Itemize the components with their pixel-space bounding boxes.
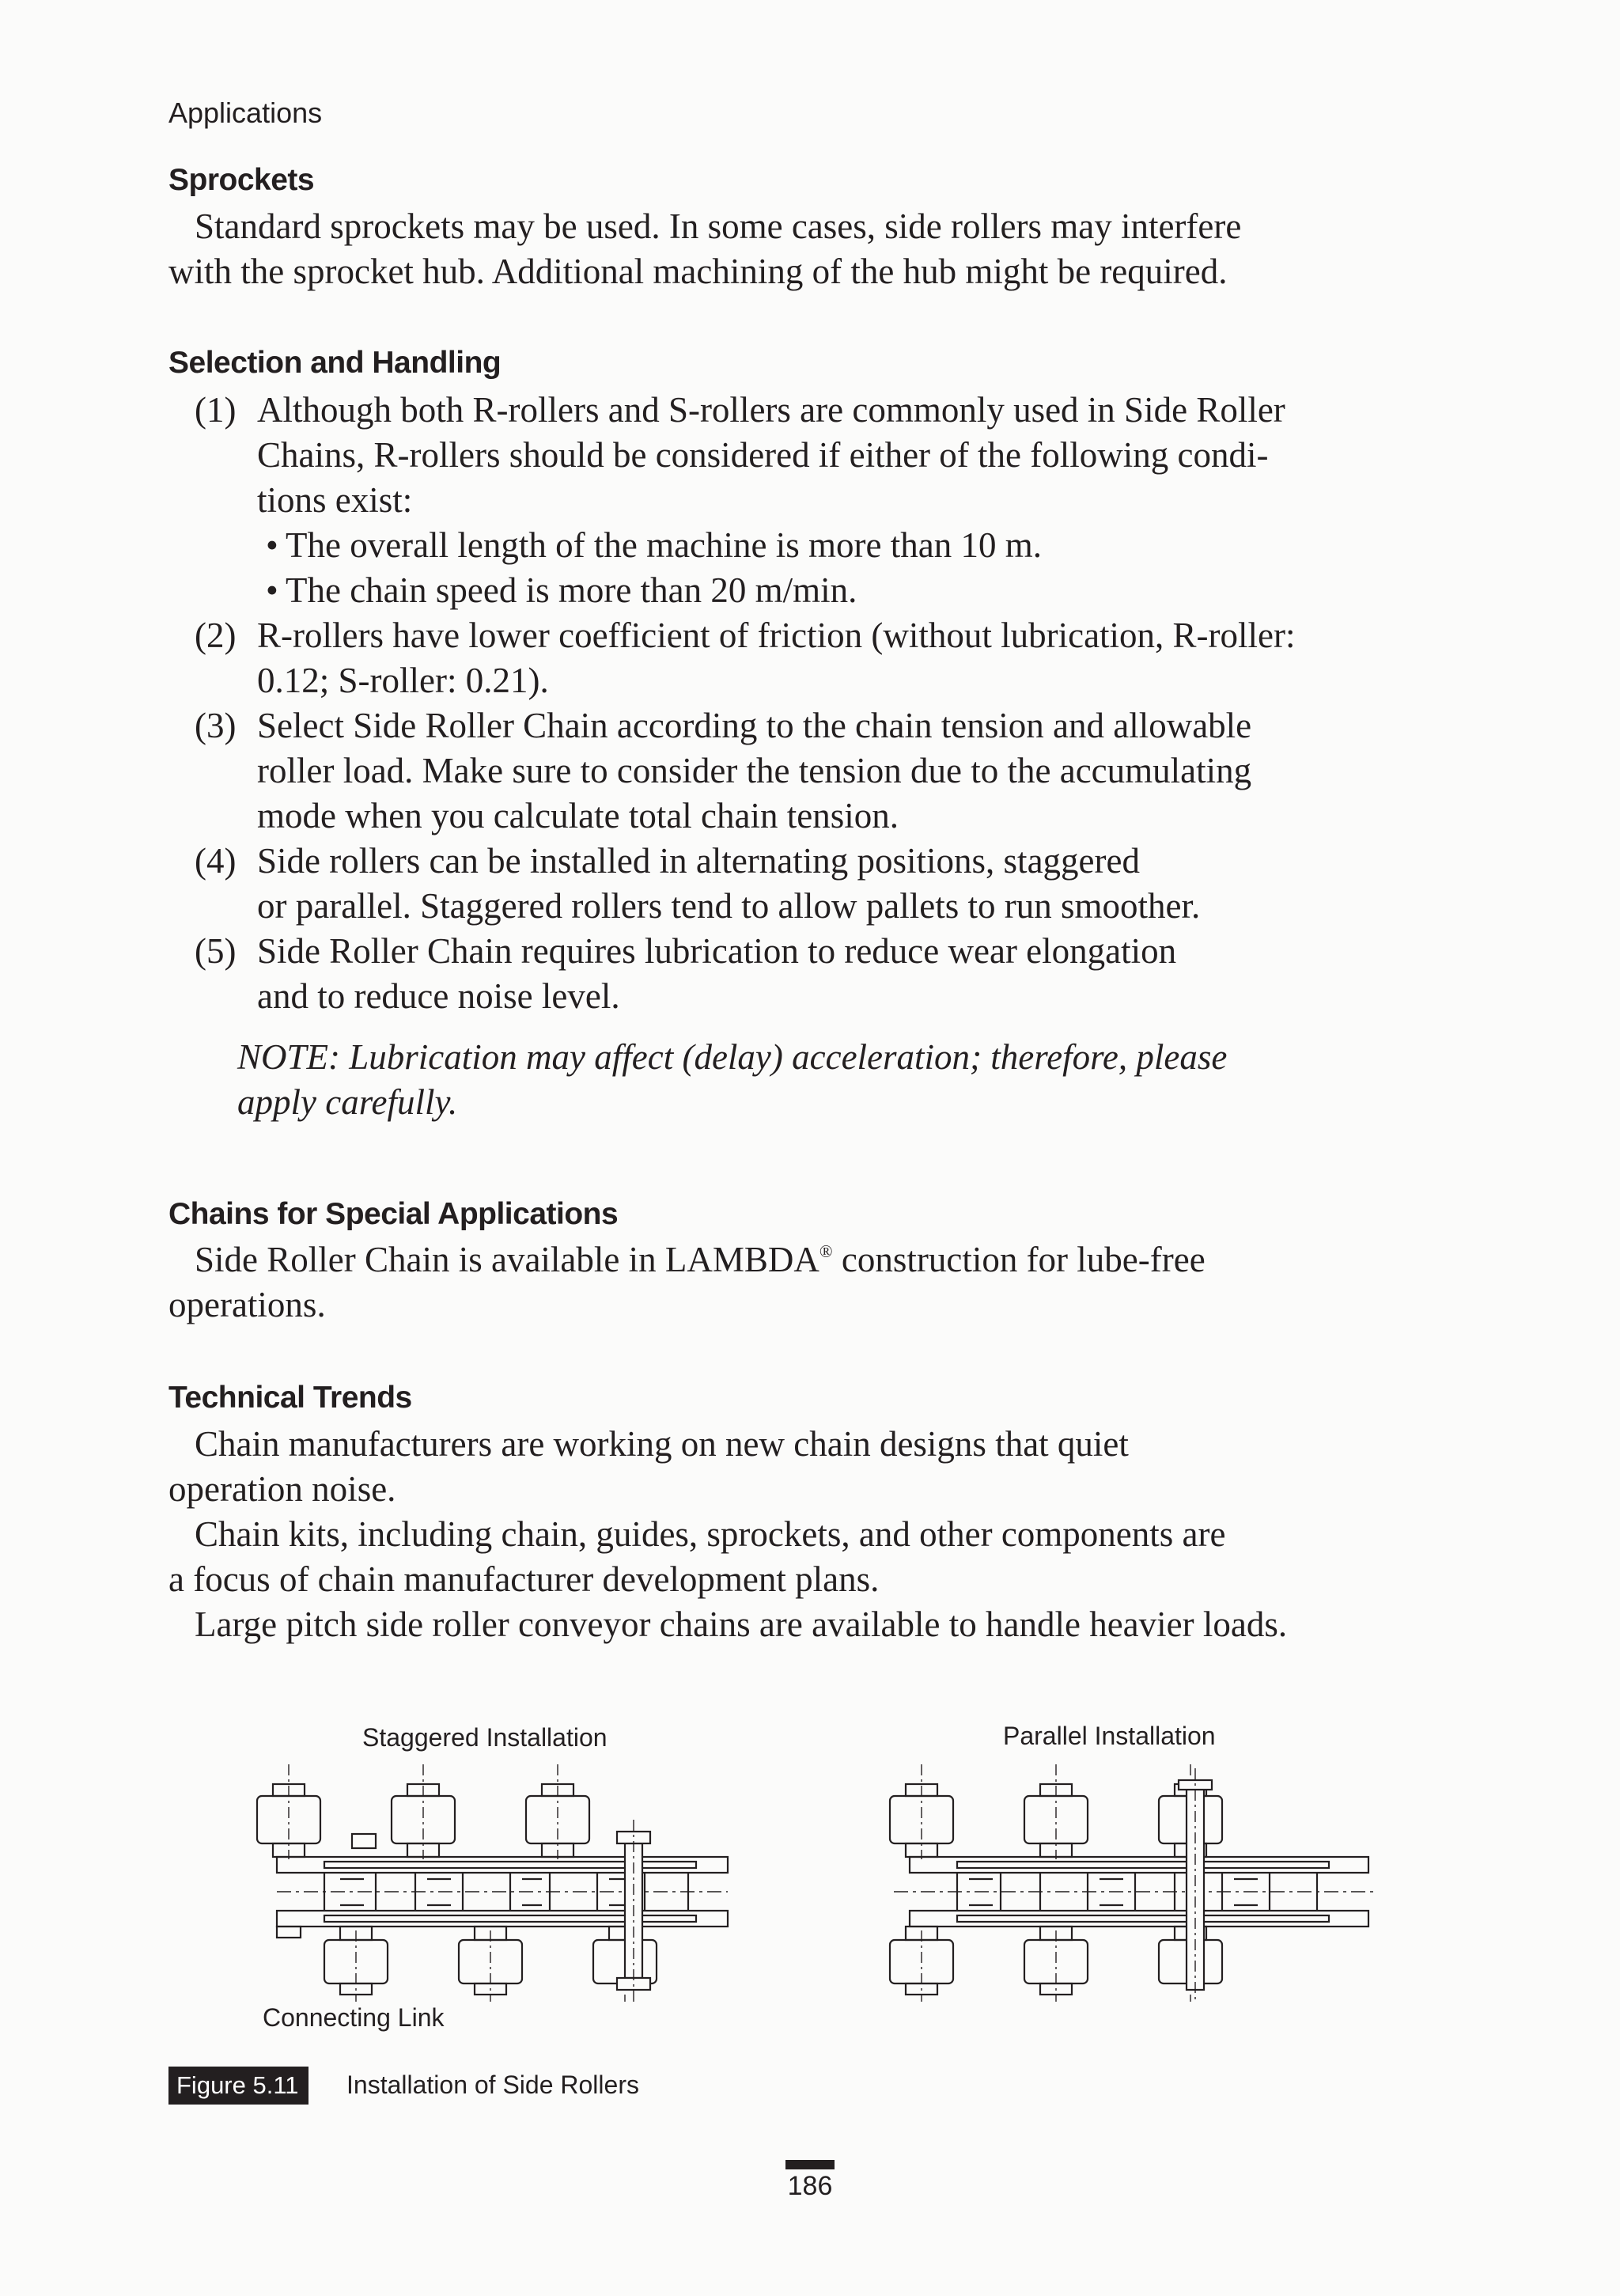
list-item [168,703,1474,839]
lubrication-note [237,1035,1424,1125]
text-line: tions exist: [257,480,413,520]
side-rollers-bottom [277,1927,657,2002]
text-line: and to reduce noise level. [257,976,620,1016]
text-line: Chain kits, including chain, guides, sprockets, and other components are [195,1514,1226,1554]
text-line: apply carefully. [237,1082,458,1122]
staggered-chain-diagram [245,1764,751,2002]
side-rollers-top [890,1764,1222,1859]
text-line: The overall length of the machine is more than 10 m. [286,525,1042,565]
label-parallel-installation: Parallel Installation [1003,1722,1216,1750]
text-line: operation noise. [168,1469,396,1509]
page-number-bar [785,2160,835,2169]
chain-link-plates [894,1857,1376,1927]
text-line: Side rollers can be installed in alternating positions, staggered [257,841,1140,881]
text-line [168,1237,1474,1283]
item-number: (5) [195,931,237,971]
text-line: Although both R-rollers and S-rollers are commonly used in Side Roller [257,390,1285,430]
text-line: Standard sprockets may be used. In some cases, side rollers may interfere [195,206,1242,246]
list-item [168,388,1474,523]
figure-number-badge: Figure 5.11 [168,2067,308,2105]
text-line: NOTE: Lubrication may affect (delay) acceleration; therefore, please [237,1037,1228,1077]
text-line: Chains, R-rollers should be considered if either of the following condi- [257,435,1269,475]
list-item [168,839,1474,929]
running-head: Applications [168,97,323,129]
chain-link-plates [277,1857,728,1927]
page-number: 186 [787,2171,833,2201]
special-paragraph [168,1237,1474,1328]
label-staggered-installation: Staggered Installation [362,1723,608,1752]
heading-selection: Selection and Handling [168,346,502,380]
side-rollers-top [257,1764,589,1859]
text-run: Side Roller Chain is available in LAMBDA [195,1240,819,1279]
bullet-item [168,523,1474,568]
bullet-icon: • [266,525,278,565]
text-line: Large pitch side roller conveyor chains are available to handle heavier loads. [195,1605,1288,1644]
selection-list [168,388,1474,1019]
heading-sprockets: Sprockets [168,163,315,197]
text-line: The chain speed is more than 20 m/min. [286,570,857,610]
text-line: R-rollers have lower coefficient of friction (without lubrication, R-roller: [257,616,1296,655]
trends-paragraph [168,1422,1474,1647]
text-line: Side Roller Chain requires lubrication to reduce wear elongation [257,931,1177,971]
bullet-icon: • [266,570,278,610]
text-line: or parallel. Staggered rollers tend to allow pallets to run smoother. [257,886,1201,926]
text-line: Chain manufacturers are working on new chain designs that quiet [195,1424,1129,1464]
label-connecting-link: Connecting Link [263,2003,445,2032]
side-rollers-bottom [890,1927,1222,2002]
heading-special-applications: Chains for Special Applications [168,1197,619,1231]
bullet-item [168,568,1474,613]
text-line: Select Side Roller Chain according to the chain tension and allowable [257,706,1252,745]
list-item [168,613,1474,703]
text-run: construction for lube-free [832,1240,1206,1279]
text-line: operations. [168,1285,326,1324]
parallel-chain-diagram [878,1764,1384,2002]
text-line: roller load. Make sure to consider the tension due to the accumulating [257,751,1252,790]
text-line: a focus of chain manufacturer development plans. [168,1559,880,1599]
item-number: (2) [195,616,237,655]
text-line: with the sprocket hub. Additional machining of the hub might be required. [168,252,1228,291]
heading-technical-trends: Technical Trends [168,1381,412,1415]
text-line: mode when you calculate total chain tension. [257,796,899,835]
list-item [168,929,1474,1019]
item-number: (3) [195,706,237,745]
sprockets-paragraph [168,204,1474,294]
figure-caption: Installation of Side Rollers [346,2071,639,2099]
text-line: 0.12; S-roller: 0.21). [257,661,549,700]
item-number: (4) [195,841,237,881]
item-number: (1) [195,390,237,430]
registered-mark: ® [819,1241,833,1261]
